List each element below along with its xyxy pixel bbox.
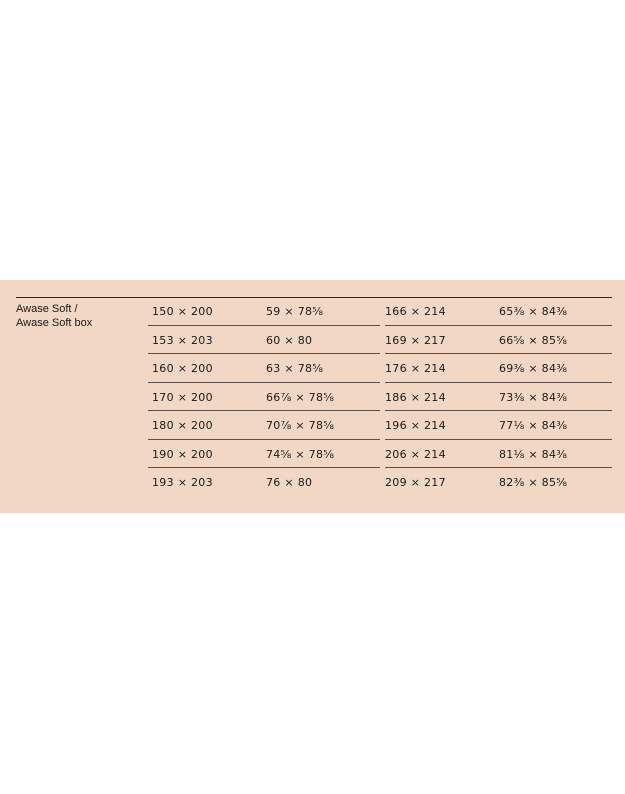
table-row	[148, 326, 380, 355]
size-cm: 180 × 200	[152, 419, 213, 432]
size-cm: 153 × 203	[152, 333, 213, 347]
size-cm: 150 × 200	[152, 305, 213, 318]
size-cm: 166 × 214	[385, 305, 446, 318]
size-in: 77⅛ × 84⅜	[499, 419, 568, 432]
table-row	[148, 297, 380, 326]
size-cm: 160 × 200	[152, 362, 213, 375]
table-row	[148, 440, 380, 469]
size-in: 74⅝ × 78⅝	[266, 447, 335, 461]
product-name-line-1: Awase Soft /	[16, 303, 78, 315]
table-row	[385, 411, 612, 440]
product-name-line-2: Awase Soft box	[16, 317, 93, 329]
size-in: 65⅜ × 84⅜	[499, 305, 568, 318]
size-cm: 170 × 200	[152, 390, 213, 404]
size-cm: 196 × 214	[385, 419, 446, 432]
size-cm: 193 × 203	[152, 476, 213, 489]
size-cm: 186 × 214	[385, 390, 446, 404]
size-table-left	[148, 297, 380, 497]
table-row	[385, 468, 612, 497]
size-cm: 206 × 214	[385, 447, 446, 461]
table-row	[385, 383, 612, 412]
size-in: 59 × 78⅝	[266, 305, 324, 318]
size-table-panel	[0, 280, 625, 513]
product-name	[16, 302, 136, 330]
table-row	[385, 297, 612, 326]
size-table-right	[385, 297, 612, 497]
size-in: 70⅞ × 78⅝	[266, 419, 335, 432]
size-in: 76 × 80	[266, 476, 313, 489]
size-cm: 209 × 217	[385, 476, 446, 489]
size-in: 82⅜ × 85⅝	[499, 476, 568, 489]
size-cm: 190 × 200	[152, 447, 213, 461]
table-row	[148, 383, 380, 412]
table-row	[148, 354, 380, 383]
size-in: 66⅝ × 85⅝	[499, 333, 568, 347]
table-row	[385, 326, 612, 355]
size-in: 73⅜ × 84⅜	[499, 390, 568, 404]
size-cm: 169 × 217	[385, 333, 446, 347]
table-row	[148, 411, 380, 440]
size-in: 66⅞ × 78⅝	[266, 390, 335, 404]
size-in: 63 × 78⅝	[266, 362, 324, 375]
size-in: 69⅜ × 84⅜	[499, 362, 568, 375]
size-cm: 176 × 214	[385, 362, 446, 375]
table-row	[385, 440, 612, 469]
table-row	[385, 354, 612, 383]
table-row	[148, 468, 380, 497]
size-in: 60 × 80	[266, 333, 313, 347]
size-in: 81⅛ × 84⅜	[499, 447, 568, 461]
